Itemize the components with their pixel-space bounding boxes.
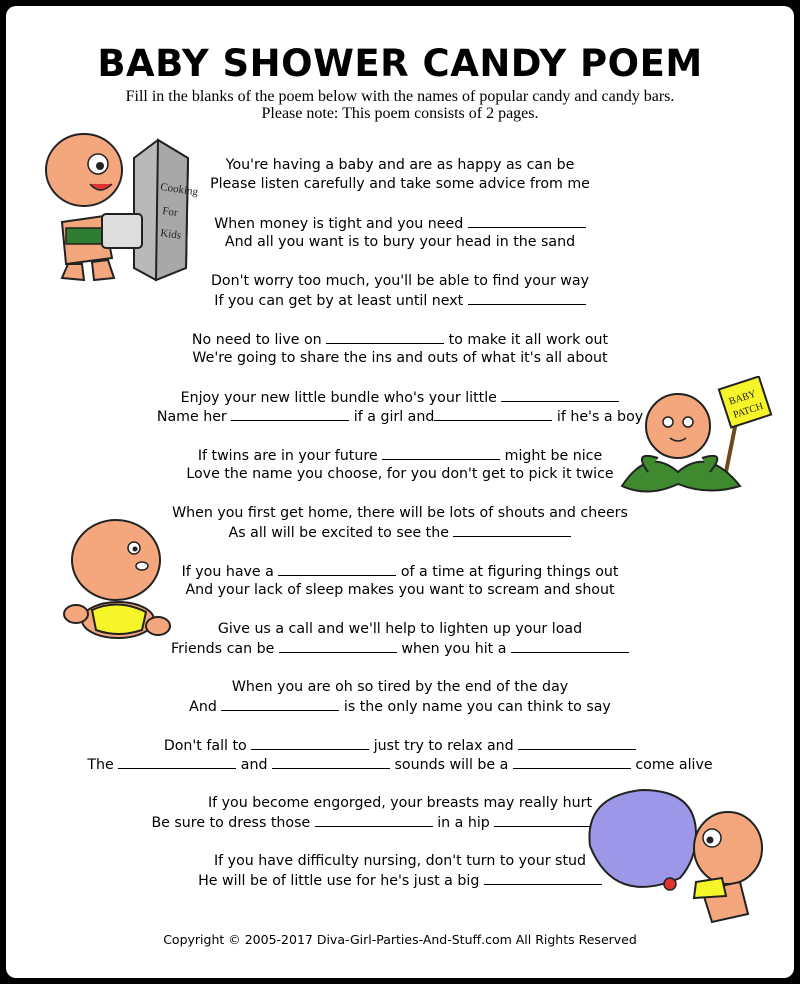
poem-line bbox=[6, 755, 794, 774]
instructions-line-2: Please note: This poem consists of 2 pages. bbox=[261, 105, 539, 122]
fill-in-blank[interactable] bbox=[326, 330, 444, 344]
poem-text: Don't worry too much, you'll be able to find your way bbox=[210, 273, 590, 289]
svg-text:For: For bbox=[161, 205, 179, 220]
poem-line bbox=[6, 349, 794, 368]
poem-stanza bbox=[6, 736, 794, 774]
poem-text: of a time at figuring things out bbox=[396, 564, 619, 580]
poem-text: in a hip bbox=[432, 815, 495, 831]
poem-text: if he's a boy bbox=[552, 409, 644, 425]
baby-patch-illustration bbox=[618, 376, 786, 500]
poem-text: No need to live on bbox=[191, 332, 327, 348]
poem-text: When money is tight and you need bbox=[214, 216, 468, 232]
fill-in-blank[interactable] bbox=[513, 755, 631, 769]
fill-in-blank[interactable] bbox=[231, 407, 349, 421]
instructions-line-1: Fill in the blanks of the poem below with the names of popular candy and candy bars. bbox=[125, 88, 675, 105]
fill-in-blank[interactable] bbox=[511, 639, 629, 653]
poem-text: Friends can be bbox=[171, 641, 279, 657]
svg-text:Kids: Kids bbox=[159, 227, 182, 242]
fill-in-blank[interactable] bbox=[279, 639, 397, 653]
poem-text: You're having a baby and are as happy as can be bbox=[225, 157, 575, 173]
copyright-footer: Copyright © 2005-2017 Diva-Girl-Parties-And-Stuff.com All Rights Reserved bbox=[163, 932, 637, 947]
poem-text: If you have difficulty nursing, don't turn to your stud bbox=[213, 853, 587, 869]
poem-text: sounds will be a bbox=[390, 757, 513, 773]
fill-in-blank[interactable] bbox=[251, 736, 369, 750]
fill-in-blank[interactable] bbox=[382, 446, 500, 460]
poem-text: when you hit a bbox=[396, 641, 511, 657]
baby-bubblegum-illustration bbox=[584, 786, 770, 928]
poem-text: if a girl and bbox=[349, 409, 435, 425]
poem-text: Enjoy your new little bundle who's your little bbox=[180, 390, 502, 406]
poem-text: to make it all work out bbox=[444, 332, 609, 348]
fill-in-blank[interactable] bbox=[468, 214, 586, 228]
poem-text: might be nice bbox=[500, 448, 603, 464]
poem-text: The bbox=[87, 757, 119, 773]
fill-in-blank[interactable] bbox=[315, 813, 433, 827]
poem-line bbox=[6, 697, 794, 716]
fill-in-blank[interactable] bbox=[118, 755, 236, 769]
poem-text: When you first get home, there will be lots of shouts and cheers bbox=[172, 505, 628, 521]
svg-text:PATCH: PATCH bbox=[731, 400, 765, 421]
fill-in-blank[interactable] bbox=[518, 736, 636, 750]
poem-text: If you have a bbox=[181, 564, 279, 580]
poem-text: and bbox=[236, 757, 272, 773]
poem-page bbox=[6, 6, 794, 978]
poem-text: just try to relax and bbox=[369, 738, 519, 754]
page-title: BABY SHOWER CANDY POEM bbox=[97, 42, 703, 85]
poem-text: If twins are in your future bbox=[197, 448, 383, 464]
sitting-baby-illustration bbox=[62, 514, 174, 644]
poem-stanza bbox=[6, 330, 794, 368]
baby-cookbook-illustration bbox=[38, 118, 206, 288]
poem-line bbox=[6, 736, 794, 755]
fill-in-blank[interactable] bbox=[468, 291, 586, 305]
poem-text: is the only name you can think to say bbox=[339, 699, 611, 715]
poem-text: When you are oh so tired by the end of the day bbox=[231, 679, 569, 695]
fill-in-blank[interactable] bbox=[272, 755, 390, 769]
poem-text: We're going to share the ins and outs of what it's all about bbox=[192, 350, 608, 366]
poem-text: Love the name you choose, for you don't get to pick it twice bbox=[186, 466, 614, 482]
poem-text: And all you want is to bury your head in the sand bbox=[224, 234, 576, 250]
fill-in-blank[interactable] bbox=[501, 388, 619, 402]
fill-in-blank[interactable] bbox=[221, 697, 339, 711]
poem-line bbox=[6, 330, 794, 349]
svg-text:BABY: BABY bbox=[727, 388, 758, 408]
poem-text: If you become engorged, your breasts may really hurt bbox=[207, 795, 593, 811]
poem-stanza bbox=[6, 678, 794, 716]
poem-text: Name her bbox=[156, 409, 232, 425]
poem-text: He will be of little use for he's just a big bbox=[198, 873, 484, 889]
fill-in-blank[interactable] bbox=[278, 562, 396, 576]
poem-line bbox=[6, 291, 794, 310]
instructions bbox=[6, 88, 794, 122]
poem-text: If you can get by at least until next bbox=[214, 293, 468, 309]
poem-text: come alive bbox=[630, 757, 713, 773]
poem-text: Don't fall to bbox=[163, 738, 252, 754]
fill-in-blank[interactable] bbox=[453, 523, 571, 537]
cookbook-label-icon: Cooking bbox=[159, 181, 199, 199]
poem-text: Give us a call and we'll help to lighten up your load bbox=[217, 621, 583, 637]
fill-in-blank[interactable] bbox=[434, 407, 552, 421]
poem-text: As all will be excited to see the bbox=[228, 525, 454, 541]
poem-line bbox=[6, 678, 794, 697]
poem-text: Be sure to dress those bbox=[151, 815, 315, 831]
poem-text: And your lack of sleep makes you want to scream and shout bbox=[185, 582, 615, 598]
poem-text: Please listen carefully and take some advice from me bbox=[210, 176, 590, 192]
poem-text: And bbox=[189, 699, 222, 715]
